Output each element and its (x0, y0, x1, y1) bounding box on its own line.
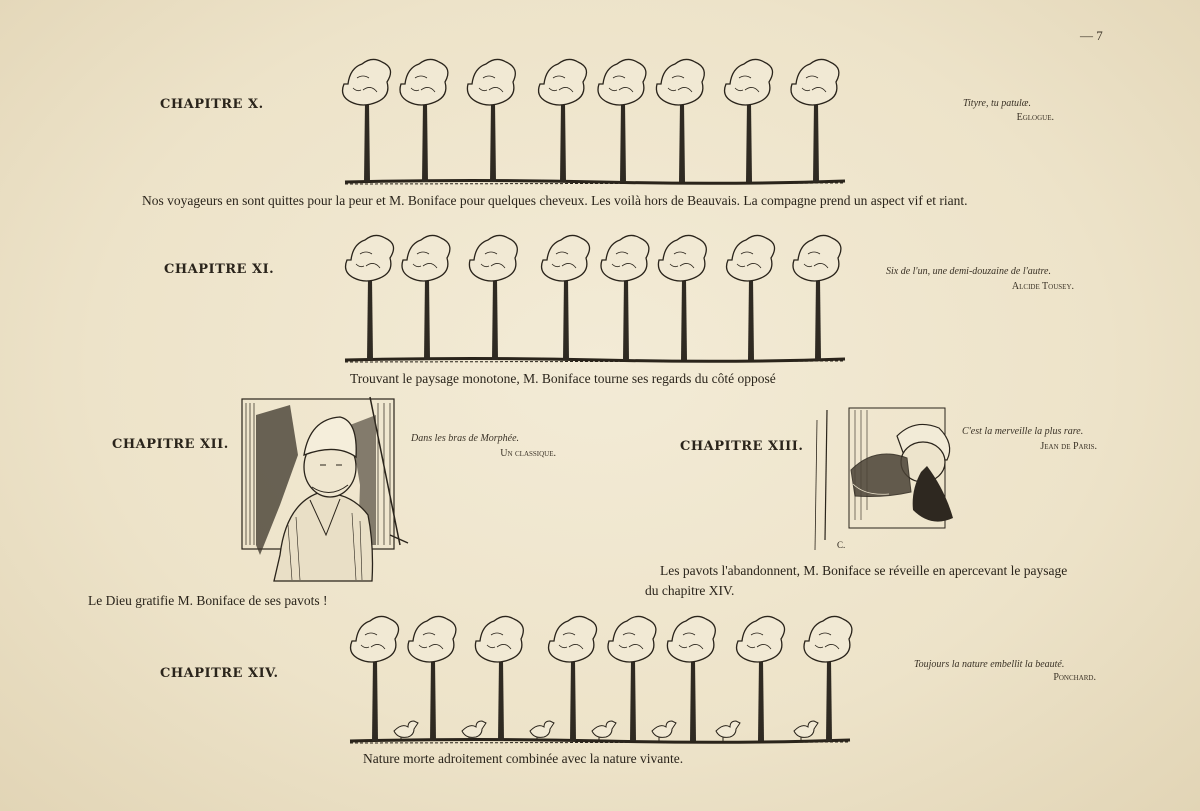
poplar-tree (601, 235, 649, 360)
chapter-xii-attribution: Un classique. (500, 448, 556, 459)
chapter-xiii-heading: CHAPITRE XIII. (680, 439, 804, 454)
poplar-tree (346, 235, 394, 360)
chapter-xiv-caption: Nature morte adroitement combinée avec la nature vivante. (363, 751, 684, 766)
tree-row-illustration-x (340, 50, 860, 190)
duck-figure (592, 721, 616, 741)
chapter-xiv-heading: CHAPITRE XIV. (160, 666, 279, 681)
chapter-x-attribution: Eglogue. (1016, 112, 1054, 123)
chapter-xi-attribution: Alcide Tousey. (1011, 281, 1074, 292)
page-number: — 7 (1080, 28, 1103, 43)
chapter-xi-heading: CHAPITRE XI. (164, 262, 275, 277)
chapter-xiii-attribution: Jean de Paris. (1040, 441, 1097, 452)
chapter-xi-caption: Trouvant le paysage monotone, M. Boniface tourne ses regards du côté opposé (350, 371, 776, 386)
chapter-x-quote: Tityre, tu patulæ. (963, 98, 1031, 109)
poplar-tree (542, 235, 590, 360)
poplar-tree (737, 616, 785, 741)
poplar-tree (725, 59, 773, 182)
duck-figure (394, 721, 418, 741)
duck-figure (716, 721, 740, 741)
chapter-xiv-quote: Toujours la nature embellit la beauté. (914, 659, 1065, 670)
chapter-xiii-quote: C'est la merveille la plus rare. (962, 426, 1084, 437)
poplar-tree (351, 616, 399, 741)
chapter-x-heading: CHAPITRE X. (160, 97, 264, 112)
chapter-xii-heading: CHAPITRE XII. (112, 437, 229, 452)
duck-figure (530, 721, 554, 741)
poplar-tree (469, 235, 517, 360)
sleeping-boniface-illustration (240, 395, 410, 585)
tree-row-illustration-xi (340, 228, 860, 368)
poplar-tree (598, 59, 646, 182)
poplar-tree (539, 59, 587, 182)
chapter-xii-caption: Le Dieu gratifie M. Boniface de ses pavots ! (88, 593, 328, 608)
awakening-boniface-illustration (815, 400, 965, 560)
duck-figure (652, 721, 676, 741)
chapter-xiv-attribution: Ponchard. (1053, 672, 1096, 683)
artist-signature: C. (837, 540, 846, 550)
tree-row-with-ducks-illustration-xiv (345, 605, 865, 755)
duck-figure (794, 721, 818, 741)
chapter-xii-quote: Dans les bras de Morphée. (411, 433, 520, 444)
poplar-tree (656, 59, 704, 182)
poplar-tree (658, 235, 706, 360)
chapter-xiii-caption-line1: Les pavots l'abandonnent, M. Boniface se réveille en apercevant le paysage (660, 563, 1068, 578)
poplar-tree (467, 59, 515, 182)
poplar-tree (402, 235, 450, 360)
poplar-tree (793, 235, 841, 360)
poplar-tree (727, 235, 775, 360)
chapter-xiii-caption-line2: du chapitre XIV. (645, 583, 735, 598)
poplar-tree (791, 59, 839, 182)
duck-figure (462, 721, 486, 741)
chapter-x-caption: Nos voyageurs en sont quittes pour la peur et M. Boniface pour quelques cheveux. Les voilà hors de Beauvais. La compagne prend un aspect vif et riant. (142, 193, 968, 208)
poplar-tree (549, 616, 597, 741)
poplar-tree (343, 59, 391, 182)
poplar-tree (400, 59, 448, 182)
chapter-xi-quote: Six de l'un, une demi-douzaine de l'autre. (886, 266, 1051, 277)
